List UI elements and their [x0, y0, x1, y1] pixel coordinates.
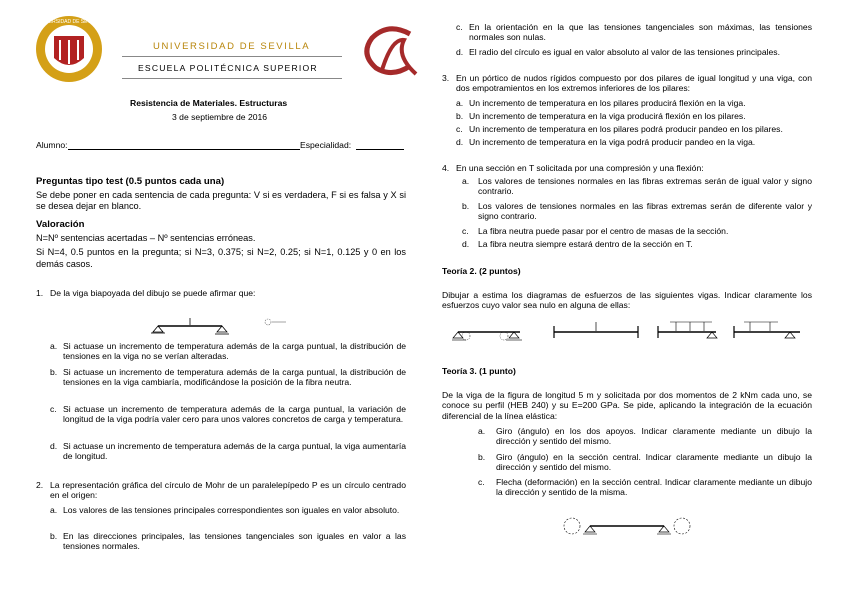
- q4-option-c-letter: c.: [462, 226, 469, 236]
- test-section-heading: Preguntas tipo test (0.5 puntos cada una): [36, 176, 225, 187]
- question-2-number: 2.: [36, 480, 44, 490]
- beam-4: [734, 322, 800, 338]
- temperature-symbol: [265, 319, 271, 325]
- q1-option-a-letter: a.: [50, 341, 58, 351]
- theory3-beam-diagram: [560, 514, 694, 540]
- svg-text:UNIVERSIDAD DE SEVILLA: UNIVERSIDAD DE SEVILLA: [36, 19, 102, 25]
- roller-support-right: [217, 326, 227, 332]
- q2-option-a-letter: a.: [50, 505, 58, 515]
- theory3-item-b-letter: b.: [478, 452, 486, 462]
- question-3-text: En un pórtico de nudos rígidos compuesto por dos pilares de igual longitud y una viga, con dos empotramientos en los extremos inferiores de los pilares:: [456, 73, 812, 94]
- q1-option-d: [50, 441, 406, 462]
- question-3-number: 3.: [442, 73, 450, 83]
- q2-option-b-letter: b.: [50, 531, 58, 541]
- q2-option-c: [456, 22, 812, 43]
- q1-option-b: [50, 367, 406, 388]
- q4-option-d-text: La fibra neutra siempre estará dentro de la sección en T.: [478, 239, 693, 249]
- theory3-item-c-letter: c.: [478, 477, 485, 487]
- q2-option-a: [50, 505, 406, 515]
- theory3-item-a: [478, 426, 812, 447]
- moment-left-icon: [564, 518, 580, 534]
- support-right: [659, 526, 669, 532]
- specialty-label: Especialidad:: [300, 140, 352, 150]
- specialty-field[interactable]: [356, 149, 404, 150]
- q1-option-d-text: Si actuase un incremento de temperatura además de la carga puntual, la viga aumentaría de longitud.: [63, 441, 406, 462]
- q1-beam-diagram: [150, 316, 300, 336]
- moment-right-icon: [674, 518, 690, 534]
- q3-option-d: [456, 137, 812, 147]
- q3-option-b: [456, 111, 812, 121]
- q4-option-a-letter: a.: [462, 176, 470, 186]
- question-4: [442, 163, 812, 173]
- question-2-text: La representación gráfica del círculo de Mohr de un paralelepípedo P es un círculo centrado en el origen:: [50, 480, 406, 501]
- q1-option-c-text: Si actuase un incremento de temperatura además de la carga puntual, la variación de longitud de la viga podría valer cero para unos valores concretos de carga y temperatura.: [63, 404, 406, 425]
- theory3-item-b-text: Giro (ángulo) en la sección central. Indicar claramente mediante un dibujo la dirección y sentido del mismo.: [496, 452, 812, 473]
- theory2-heading: Teoría 2. (2 puntos): [442, 266, 521, 276]
- student-name-field[interactable]: [68, 149, 300, 150]
- support-left: [585, 526, 595, 532]
- q1-option-c: [50, 404, 406, 425]
- q4-option-c: [462, 226, 812, 236]
- q3-option-a-text: Un incremento de temperatura en los pilares producirá flexión en la viga.: [469, 98, 746, 108]
- q4-option-b-text: Los valores de tensiones normales en las fibras extremas serán de diferente valor y signo contrario.: [478, 201, 812, 222]
- question-1-number: 1.: [36, 288, 44, 298]
- university-name: UNIVERSIDAD DE SEVILLA: [153, 41, 311, 52]
- q2-option-c-text: En la orientación en la que las tensiones tangenciales son máximas, las tensiones normales son nulas.: [469, 22, 812, 43]
- q4-option-b-letter: b.: [462, 201, 470, 211]
- q3-option-b-text: Un incremento de temperatura en la viga producirá flexión en los pilares.: [469, 111, 746, 121]
- q4-option-d: [462, 239, 812, 249]
- q1-option-a: [50, 341, 406, 362]
- scoring-detail: Si N=4, 0.5 puntos en la pregunta; si N=3, 0.375; si N=2, 0.25; si N=1, 0.125 y 0 en los demás casos.: [36, 247, 406, 269]
- theory3-item-b: [478, 452, 812, 473]
- question-1: [36, 288, 406, 298]
- q3-option-a: [456, 98, 812, 108]
- q2-option-d: [456, 47, 812, 57]
- header-rule: [122, 56, 342, 57]
- q2-option-d-letter: d.: [456, 47, 464, 57]
- university-seal-logo: [34, 14, 104, 84]
- school-name: ESCUELA POLITÉCNICA SUPERIOR: [138, 63, 318, 73]
- theory2-beams-diagram: [444, 318, 812, 346]
- q1-option-d-letter: d.: [50, 441, 58, 451]
- theory3-item-a-letter: a.: [478, 426, 486, 436]
- test-instructions: Se debe poner en cada sentencia de cada pregunta: V si es verdadera, F si es falsa y X si se desea dejar en blanco.: [36, 190, 406, 212]
- question-4-number: 4.: [442, 163, 450, 173]
- q2-option-d-text: El radio del círculo es igual en valor absoluto al valor de las tensiones principales.: [469, 47, 780, 57]
- question-2: [36, 480, 406, 501]
- theory3-heading: Teoría 3. (1 punto): [442, 366, 516, 376]
- beam-3: [658, 322, 717, 338]
- scoring-heading: Valoración: [36, 219, 85, 230]
- q3-option-b-letter: b.: [456, 111, 464, 121]
- q1-option-b-text: Si actuase un incremento de temperatura además de la carga puntual, la distribución de tensiones en la viga cambiaría, modificándose la posición de la fibra neutra.: [63, 367, 406, 388]
- exam-date: 3 de septiembre de 2016: [172, 112, 268, 122]
- exam-title: Resistencia de Materiales. Estructuras: [130, 98, 288, 108]
- q4-option-a: [462, 176, 812, 197]
- question-3: [442, 73, 812, 94]
- beam-2: [554, 322, 638, 338]
- q3-option-c-letter: c.: [456, 124, 463, 134]
- theory3-text: De la viga de la figura de longitud 5 m y solicitada por dos momentos de 2 kNm cada uno, se conoce su perfil (HEB 240) y su E=200 GPa. Se pide, aplicando la integración de la ecuación diferencial de la línea elástica:: [442, 390, 812, 421]
- theory2-text: Dibujar a estima los diagramas de esfuerzos de las siguientes vigas. Indicar claramente los esfuerzos cuyo valor sea nulo en alguna de ellas:: [442, 290, 812, 311]
- theory3-item-a-text: Giro (ángulo) en los dos apoyos. Indicar claramente mediante un dibujo la dirección y sentido del mismo.: [496, 426, 812, 447]
- beam-1: [452, 332, 522, 340]
- q3-option-d-letter: d.: [456, 137, 464, 147]
- q3-option-a-letter: a.: [456, 98, 464, 108]
- student-label: Alumno:: [36, 140, 68, 150]
- q2-option-c-letter: c.: [456, 22, 463, 32]
- question-1-text: De la viga biapoyada del dibujo se puede afirmar que:: [50, 288, 256, 298]
- q4-option-c-text: La fibra neutra puede pasar por el centro de masas de la sección.: [478, 226, 729, 236]
- theory3-item-c: [478, 477, 812, 498]
- q2-option-b: [50, 531, 406, 552]
- q2-option-a-text: Los valores de las tensiones principales correspondientes son iguales en valor absoluto.: [63, 505, 400, 515]
- q3-option-c: [456, 124, 812, 134]
- q1-option-b-letter: b.: [50, 367, 58, 377]
- question-4-text: En una sección en T solicitada por una compresión y una flexión:: [456, 163, 704, 173]
- q1-option-a-text: Si actuase un incremento de temperatura además de la carga puntual, la distribución de tensiones en la viga no se verían alteradas.: [63, 341, 406, 362]
- eps-logo-icon: [358, 22, 422, 80]
- q1-option-c-letter: c.: [50, 404, 57, 414]
- theory3-item-c-text: Flecha (deformación) en la sección central. Indicar claramente mediante un dibujo la dirección y sentido de la misma.: [496, 477, 812, 498]
- q3-option-c-text: Un incremento de temperatura en los pilares podrá producir pandeo en los pilares.: [469, 124, 783, 134]
- q4-option-b: [462, 201, 812, 222]
- q2-option-b-text: En las direcciones principales, las tensiones tangenciales son iguales en valor a las tensiones normales.: [63, 531, 406, 552]
- header-rule-bottom: [122, 78, 342, 79]
- q4-option-d-letter: d.: [462, 239, 470, 249]
- scoring-formula: N=Nº sentencias acertadas – Nº sentencias erróneas.: [36, 233, 256, 243]
- q3-option-d-text: Un incremento de temperatura en la viga podrá producir pandeo en la viga.: [469, 137, 756, 147]
- q4-option-a-text: Los valores de tensiones normales en las fibras extremas serán de igual valor y signo contrario.: [478, 176, 812, 197]
- pin-support-left: [153, 326, 163, 332]
